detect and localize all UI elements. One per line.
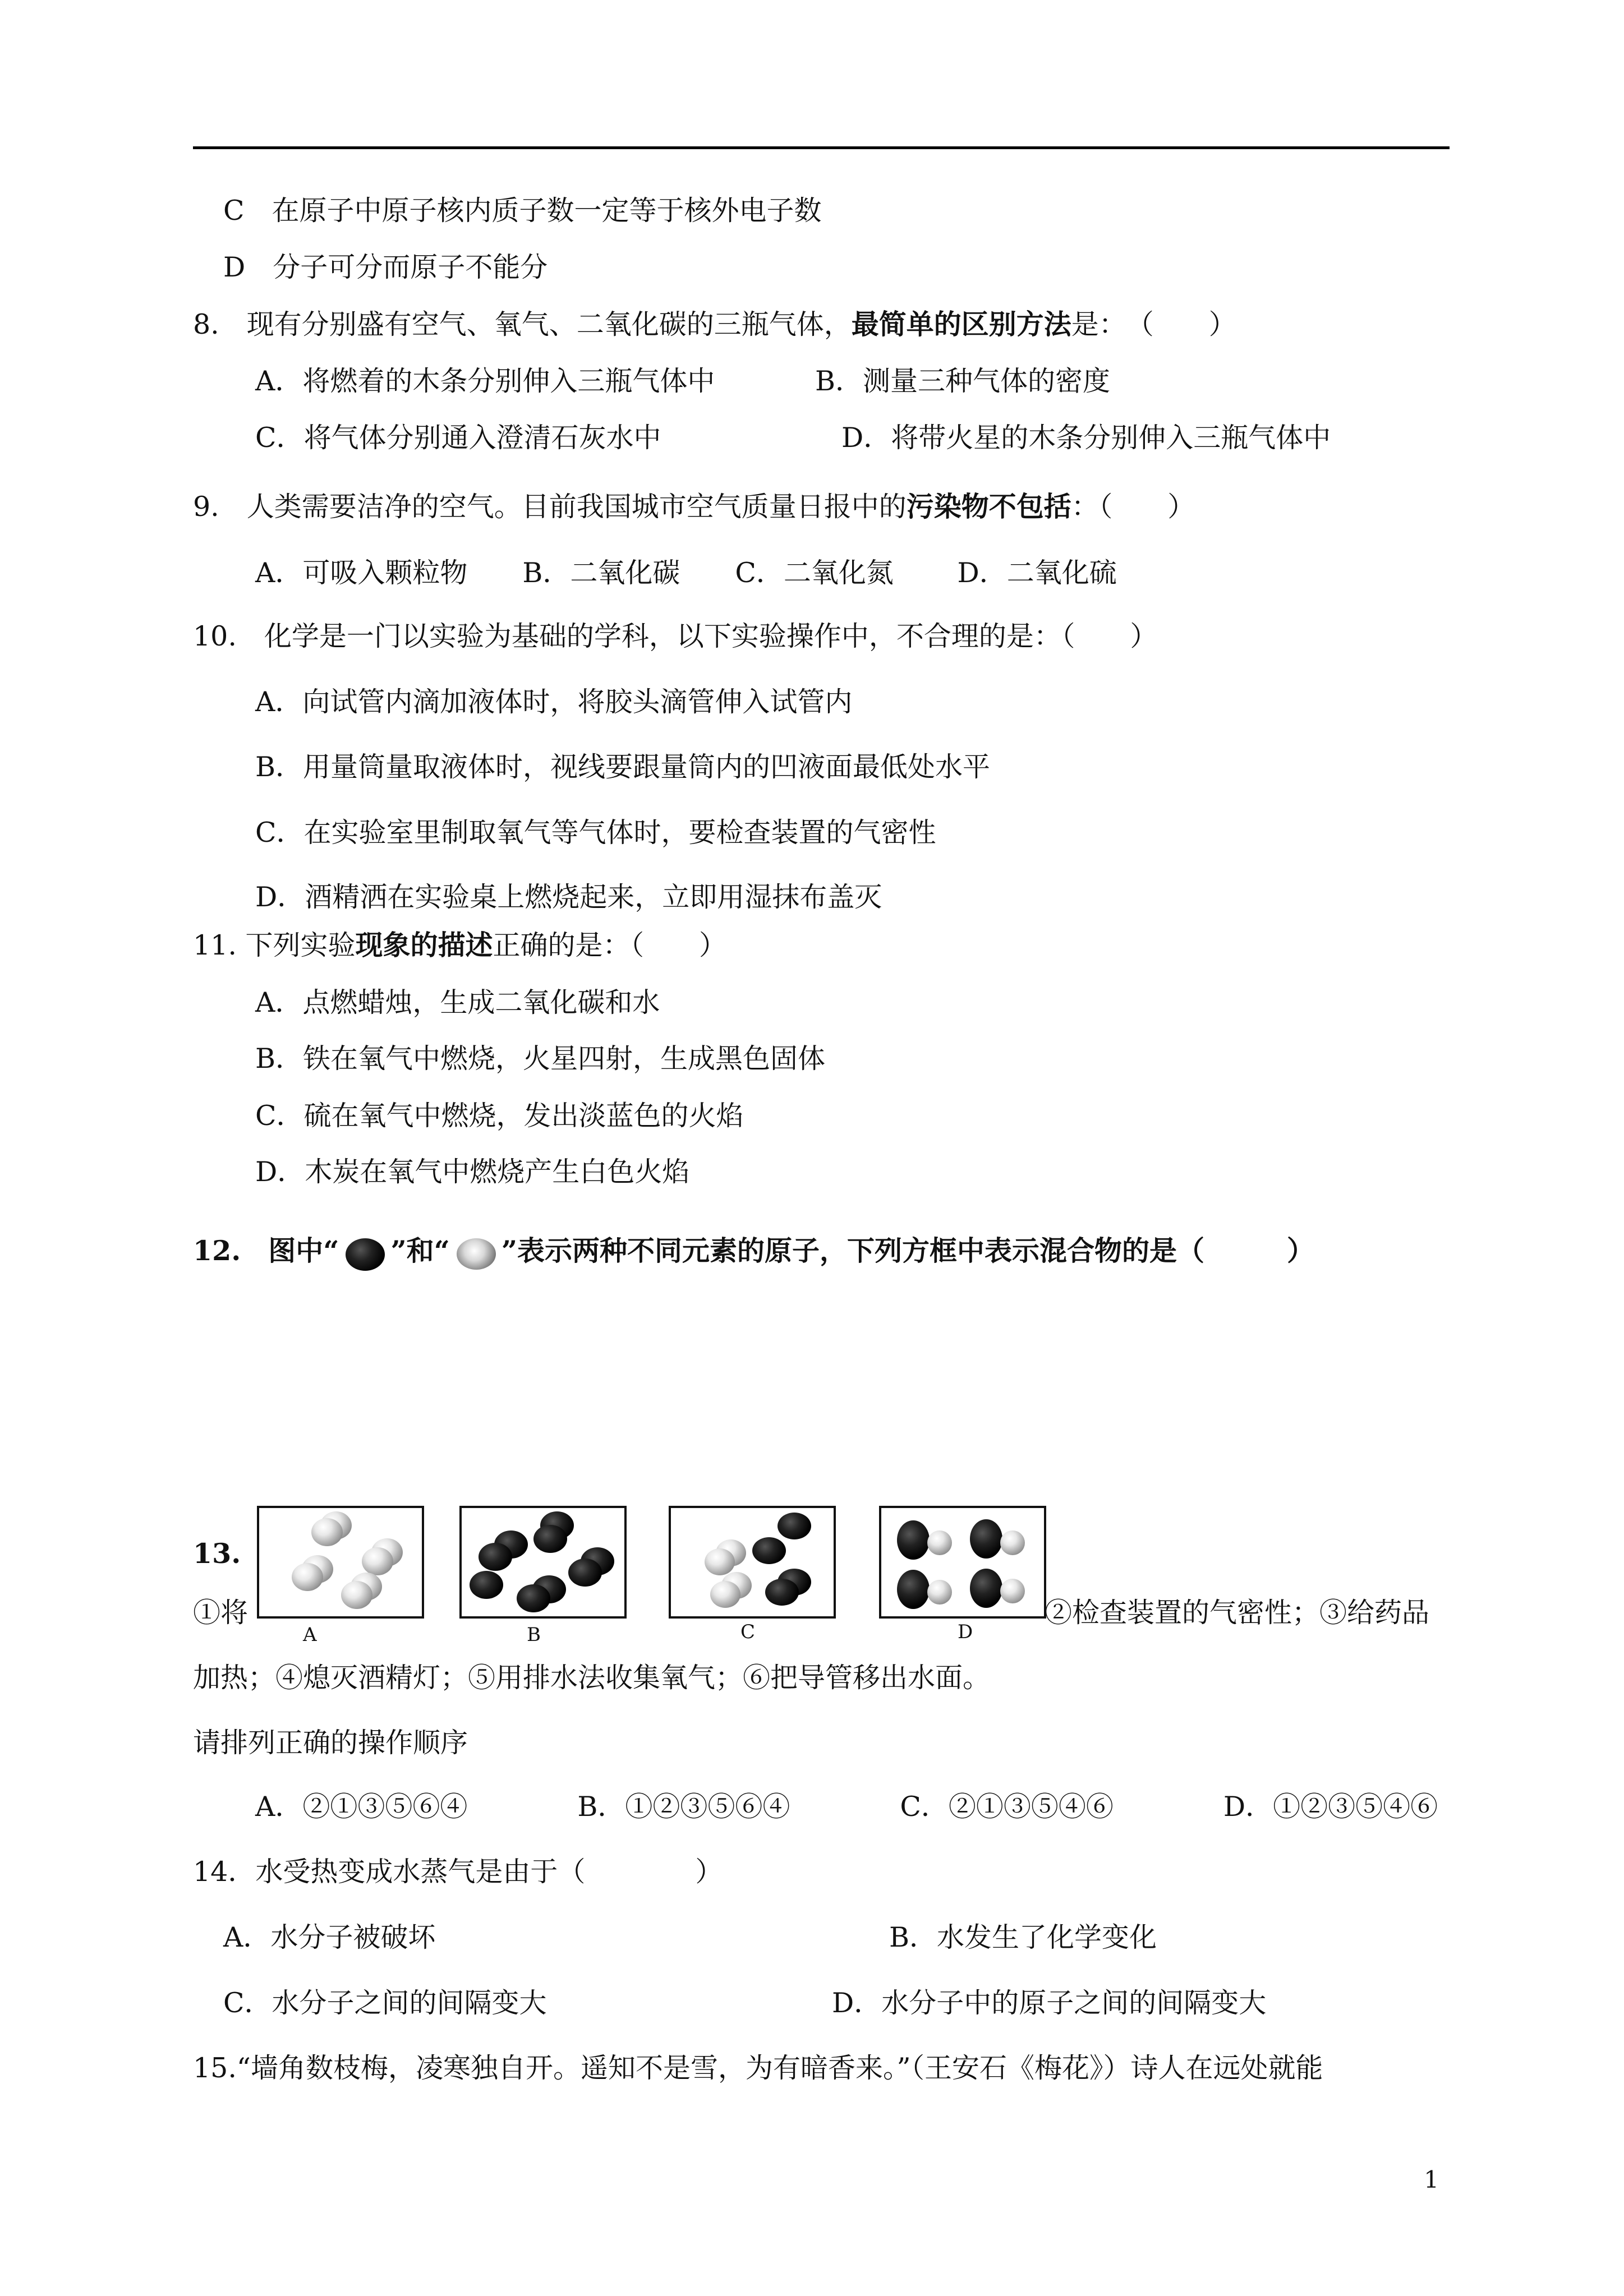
header-rule xyxy=(193,146,1450,149)
figure-box-d xyxy=(879,1506,1046,1619)
figure-label-d: D xyxy=(958,1621,973,1643)
q14-option-a: A．水分子被破坏 xyxy=(223,1921,436,1953)
page-number: 1 xyxy=(1424,2166,1439,2193)
q8-option-c: C．将气体分别通入澄清石灰水中 xyxy=(255,422,661,454)
q12-stem: 12. 图中“ ”和“ ”表示两种不同元素的原子，下列方框中表示混合物的是（ ） xyxy=(193,1234,1314,1267)
q8-option-d: D．将带火星的木条分别伸入三瓶气体中 xyxy=(841,422,1331,454)
q7-option-d: D 分子可分而原子不能分 xyxy=(223,251,548,283)
q8-stem: 8. 现有分别盛有空气、氧气、二氧化碳的三瓶气体，最简单的区别方法是： （ ） xyxy=(193,308,1236,340)
q10-option-c: C．在实验室里制取氧气等气体时，要检查装置的气密性 xyxy=(255,817,936,849)
q9-stem: 9. 人类需要洁净的空气。目前我国城市空气质量日报中的污染物不包括：（ ） xyxy=(193,490,1195,523)
q11-option-b: B．铁在氧气中燃烧，火星四射，生成黑色固体 xyxy=(255,1043,826,1075)
q7-option-c: C 在原子中原子核内质子数一定等于核外电子数 xyxy=(223,195,822,227)
q10-stem: 10. 化学是一门以实验为基础的学科，以下实验操作中，不合理的是：（ ） xyxy=(193,620,1158,652)
figure-box-c xyxy=(669,1506,836,1619)
q15-stem: 15.“墙角数枝梅，凌寒独自开。遥知不是雪，为有暗香来。”（王安石《梅花》）诗人在远处就能 xyxy=(193,2052,1323,2084)
q14-stem: 14．水受热变成水蒸气是由于（ ） xyxy=(193,1856,723,1888)
q11-option-d: D．木炭在氧气中燃烧产生白色火焰 xyxy=(255,1156,690,1188)
figure-label-c: C xyxy=(740,1621,756,1643)
q11-stem: 11. 下列实验现象的描述正确的是：（ ） xyxy=(193,929,727,961)
q8-option-a: A．将燃着的木条分别伸入三瓶气体中 xyxy=(255,365,715,397)
q13-line3: 请排列正确的操作顺序 xyxy=(193,1727,468,1759)
q14-option-c: C．水分子之间的间隔变大 xyxy=(223,1987,547,2019)
light-atom-icon xyxy=(450,1234,502,1267)
q10-option-a: A．向试管内滴加液体时，将胶头滴管伸入试管内 xyxy=(255,686,853,718)
q13-line1-right: ②检查装置的气密性；③给药品 xyxy=(1045,1597,1430,1629)
figure-box-a xyxy=(257,1506,424,1619)
q14-option-d: D．水分子中的原子之间的间隔变大 xyxy=(832,1987,1267,2019)
figure-label-a: A xyxy=(303,1624,317,1646)
q13-line1-left: ①将 xyxy=(193,1597,249,1629)
q13-options: A．②①③⑤⑥④ B．①②③⑤⑥④ C．②①③⑤④⑥ D．①②③⑤④⑥ xyxy=(255,1791,1438,1823)
q10-option-d: D．酒精洒在实验桌上燃烧起来，立即用湿抹布盖灭 xyxy=(255,881,882,913)
q10-option-b: B．用量筒量取液体时，视线要跟量筒内的凹液面最低处水平 xyxy=(255,751,991,783)
q13-number: 13. xyxy=(193,1537,241,1570)
figure-box-b xyxy=(459,1506,627,1619)
q9-options: A．可吸入颗粒物 B．二氧化碳 C．二氧化氮 D．二氧化硫 xyxy=(255,557,1117,589)
q14-option-b: B．水发生了化学变化 xyxy=(889,1921,1157,1953)
q11-option-a: A．点燃蜡烛，生成二氧化碳和水 xyxy=(255,986,660,1018)
dark-atom-icon xyxy=(339,1234,390,1267)
figure-label-b: B xyxy=(527,1624,541,1646)
q13-line2: 加热；④熄灭酒精灯；⑤用排水法收集氧气；⑥把导管移出水面。 xyxy=(193,1662,991,1694)
q8-option-b: B．测量三种气体的密度 xyxy=(815,365,1111,397)
q11-option-c: C．硫在氧气中燃烧，发出淡蓝色的火焰 xyxy=(255,1100,744,1132)
